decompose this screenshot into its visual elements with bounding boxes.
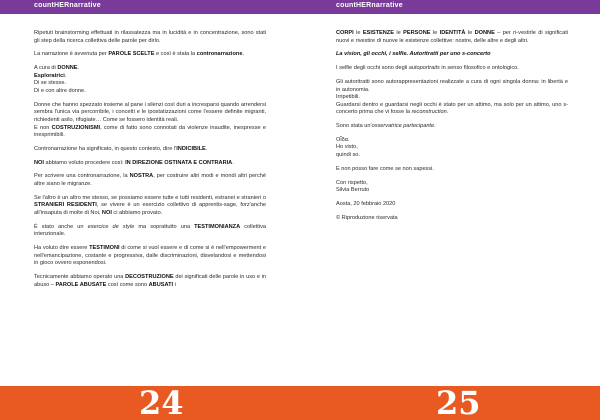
copyright-line: © Riproduzione riservata xyxy=(336,214,398,221)
page-number: 25 xyxy=(436,384,481,420)
paragraph: E non posso fare come se non sapessi. xyxy=(336,165,434,172)
left-page-text xyxy=(34,30,266,289)
paragraph: CORPI le ESISTENZE le PERSONE le IDENTITÀ le DONNE – per ri-vestirle di significati nuovi e rivestire di nuove le esistenze collettive: nostre, delle altre e degli altri. xyxy=(336,30,569,44)
right-bottom-band xyxy=(300,386,600,420)
right-page xyxy=(300,0,600,420)
paragraph: A cura di DONNE. Esploratrici. Di se stesse. Di e con altre donne. xyxy=(34,65,86,94)
right-page-text xyxy=(336,30,568,229)
paragraph: Tecnicamente abbiamo operato una DECOSTRUZIONE dei significati delle parole in uso e in abuso – PAROLE ABUSATE così come sono ABUSATI i xyxy=(34,274,267,288)
paragraph: Ripetuti brainstorming effettuati in rilassatezza ma in lucidità e in concentrazione, sono stati gli step della ricerca collettiva delle parole per dirlo. xyxy=(34,30,266,44)
paragraph: NOI abbiamo voluto procedere così: IN DIREZIONE OSTINATA E CONTRARIA. xyxy=(34,159,234,166)
paragraph: Ha voluto dire essere TESTIMONI di come si vuol essere e di come si è nell'empowerment e nell'emancipazione, costante e progressiva, dalle discriminazioni, disvelandosi e mettendosi in gioco ovvero esponendosi. xyxy=(34,245,266,267)
quote: Οἶδα. Ho visto, quindi so. xyxy=(336,136,360,159)
page-number: 24 xyxy=(139,384,184,420)
paragraph: Per scrivere una contronarrazione, la NOSTRA, per costruire altri modi e mondi altri perché altre siano le migranze. xyxy=(34,173,266,188)
section-heading: La vision, gli occhi, i selfie. Autoritratti per uno s-concerto xyxy=(336,51,491,58)
left-top-band xyxy=(0,0,300,14)
date-line: Aosta, 20 febbraio 2020 xyxy=(336,201,396,207)
paragraph: Donne che hanno spezzato insieme al pane i silenzi così duri a incresparsi quando arrendersi sembra l'unica via percorribile, i concetti e le ipostatizzazioni come l'essere definite migranti, richiedenti asilo, rifugiate… Come se fossero identità reali. E non COSTRUZIONISMI, come di fatto sono connotati da violenze inaudite, inespresse e inesprimibili. xyxy=(34,101,266,139)
right-running-head: countHERnarrative xyxy=(336,2,403,9)
paragraph: È stato anche un exercice de style ma soprattutto una TESTIMONIANZA collettiva intenzionale. xyxy=(34,223,266,238)
left-running-head: countHERnarrative xyxy=(34,2,101,9)
paragraph: I selfie degli occhi sono degli autoportraits in senso filosofico e ontologico. xyxy=(336,65,519,72)
paragraph: Se l'altro è un altro me stesso, se possiamo essere tutte e tutti residenti, estranei e stranieri o STRANIERI RESIDENTI, se vivere è un esercizio collettivo di apprentis-sage, forz'anche all'insaputa di molte di Noi, NOI ci abbiamo provato. xyxy=(34,194,266,216)
left-bottom-band xyxy=(0,386,300,420)
paragraph: La narrazione è avvenuta per PAROLE SCELTE e così è stata la contronarrazione. xyxy=(34,51,244,58)
right-top-band xyxy=(300,0,600,14)
paragraph: Sono stata un'osservatrice partecipante. xyxy=(336,123,436,130)
signature: Con rispetto, Silvia Berruto xyxy=(336,179,370,194)
paragraph: Contronarrazione ha significato, in questo contesto, dire l'INDICIBILE. xyxy=(34,145,208,152)
paragraph: Gli autoritratti sono autorappresentazioni realizzate a cura di ogni singola donna: in libertà e in autonomia. Irripetibili. Guardarsi dentro e guardarsi negli occhi è stato per un attimo, ma solo per un attimo, uno s-concerto prima che vi fosse la reconstruction. xyxy=(336,78,568,116)
